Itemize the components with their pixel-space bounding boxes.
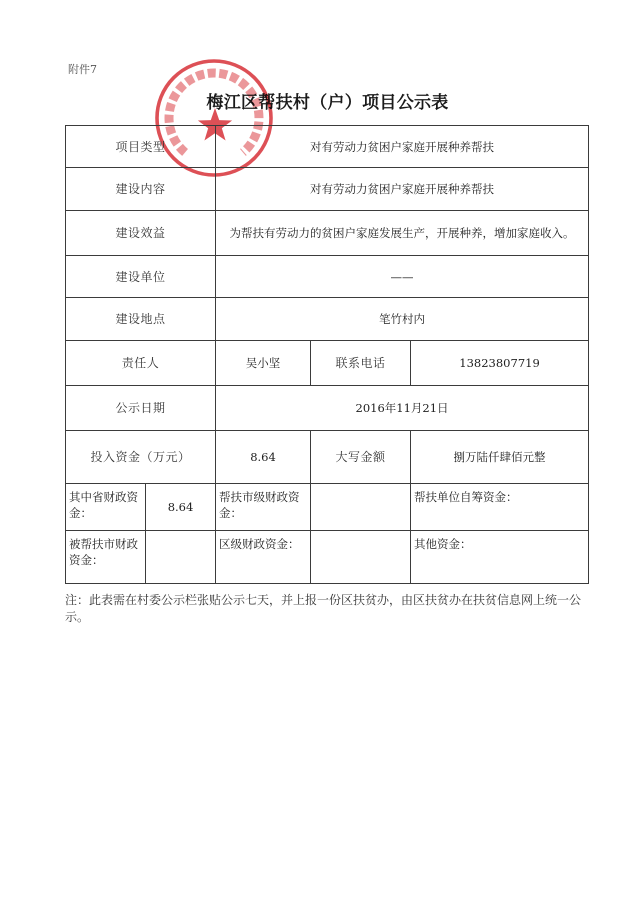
uppercase-amount-value: 捌万陆仟肆佰元整 (411, 431, 589, 484)
assisted-city-funds-value (146, 531, 216, 584)
phone-label: 联系电话 (311, 341, 411, 386)
responsible-person-label: 责任人 (66, 341, 216, 386)
project-notice-table (65, 125, 589, 584)
table-row (66, 298, 589, 341)
table-row (66, 168, 589, 211)
construction-benefit-value: 为帮扶有劳动力的贫困户家庭发展生产，开展种养，增加家庭收入。 (216, 211, 589, 256)
uppercase-amount-label: 大写金额 (311, 431, 411, 484)
project-type-label: 项目类型 (66, 126, 216, 168)
city-funds-value (311, 484, 411, 531)
construction-content-label: 建设内容 (66, 168, 216, 211)
district-funds-value (311, 531, 411, 584)
table-row (66, 126, 589, 168)
table-row (66, 256, 589, 298)
assisted-city-funds-label: 被帮扶市财政资金： (66, 531, 146, 584)
notice-date-label: 公示日期 (66, 386, 216, 431)
table-row (66, 341, 589, 386)
district-funds-label: 区级财政资金： (216, 531, 311, 584)
table-row (66, 531, 589, 584)
provincial-funds-value: 8.64 (146, 484, 216, 531)
responsible-person-name: 吴小坚 (216, 341, 311, 386)
phone-value: 13823807719 (411, 341, 589, 386)
investment-amount: 8.64 (216, 431, 311, 484)
construction-unit-value: —— (216, 256, 589, 298)
footnote: 注：此表需在村委公示栏张贴公示七天，并上报一份区扶贫办，由区扶贫办在扶贫信息网上统一公示。 (65, 593, 582, 624)
construction-content-value: 对有劳动力贫困户家庭开展种养帮扶 (216, 168, 589, 211)
project-type-value: 对有劳动力贫困户家庭开展种养帮扶 (216, 126, 589, 168)
notice-date-value: 2016年11月21日 (216, 386, 589, 431)
page-title: 梅江区帮扶村（户）项目公示表 (206, 93, 449, 113)
unit-self-raised-funds-label: 帮扶单位自筹资金： (411, 484, 589, 531)
construction-unit-label: 建设单位 (66, 256, 216, 298)
table-row (66, 386, 589, 431)
table-row (66, 211, 589, 256)
city-funds-label: 帮扶市级财政资金： (216, 484, 311, 531)
construction-site-label: 建设地点 (66, 298, 216, 341)
other-funds-label: 其他资金： (411, 531, 589, 584)
construction-site-value: 笔竹村内 (216, 298, 589, 341)
construction-benefit-label: 建设效益 (66, 211, 216, 256)
provincial-funds-label: 其中省财政资金： (66, 484, 146, 531)
attachment-label: 附件7 (68, 63, 97, 76)
table-row (66, 431, 589, 484)
table-row (66, 484, 589, 531)
investment-label: 投入资金（万元） (66, 431, 216, 484)
